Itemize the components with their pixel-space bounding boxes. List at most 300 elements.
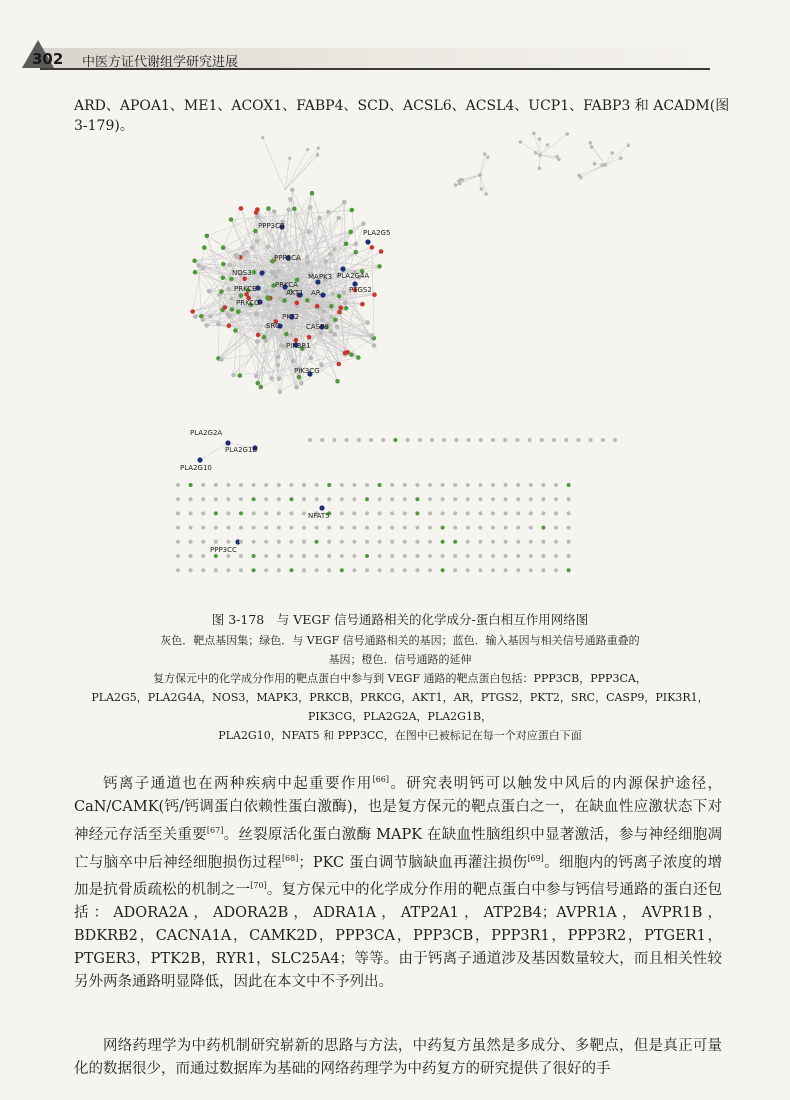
network-node (338, 305, 343, 310)
network-node (276, 355, 281, 360)
network-node (288, 333, 293, 338)
network-node (538, 153, 542, 157)
network-node (418, 438, 422, 442)
network-node (393, 438, 397, 442)
network-node (516, 526, 520, 530)
network-node-label: PPP3CB (258, 222, 285, 230)
network-node (613, 438, 617, 442)
network-node (340, 497, 344, 501)
network-node (239, 511, 243, 515)
network-node (478, 540, 482, 544)
network-node (352, 483, 356, 487)
network-node (201, 526, 205, 530)
network-node (352, 511, 356, 515)
network-node (541, 568, 545, 572)
network-node (264, 526, 268, 530)
network-node (554, 554, 558, 558)
network-node (541, 511, 545, 515)
network-node (554, 526, 558, 530)
network-node (284, 332, 289, 337)
network-node (352, 497, 356, 501)
network-node (478, 526, 482, 530)
network-node-label: PPP3CC (210, 546, 237, 554)
network-node (601, 438, 605, 442)
network-node (415, 511, 419, 515)
network-node (534, 151, 538, 155)
network-node (491, 511, 495, 515)
paragraph-calcium (74, 768, 722, 994)
network-node (567, 526, 571, 530)
network-edge (200, 443, 228, 460)
network-node (309, 356, 314, 361)
network-node (176, 554, 180, 558)
network-node (504, 554, 508, 558)
network-node (316, 154, 319, 157)
network-node (327, 497, 331, 501)
network-node (221, 276, 226, 281)
network-node (214, 554, 218, 558)
network-node (428, 497, 432, 501)
network-node (349, 230, 354, 235)
network-node (282, 298, 287, 303)
network-node (466, 526, 470, 530)
network-node (403, 554, 407, 558)
network-node (288, 157, 291, 160)
network-node (442, 438, 446, 442)
network-node (196, 263, 201, 268)
network-node-label: AR (311, 289, 321, 297)
network-node (214, 540, 218, 544)
network-node (302, 568, 306, 572)
text-run: 钙离子通道也在两种疾病中起重要作用 (103, 775, 373, 792)
network-node (305, 260, 310, 265)
network-node (331, 292, 336, 297)
network-node (529, 497, 533, 501)
network-node (256, 381, 261, 386)
network-node (478, 554, 482, 558)
network-node (193, 314, 198, 319)
network-node (226, 511, 230, 515)
text-run: 。细胞内的钙离子浓度的增加是抗骨质疏松的机制之一 (74, 854, 723, 899)
network-node (567, 568, 571, 572)
network-node (478, 511, 482, 515)
network-node (378, 483, 382, 487)
network-node (277, 497, 281, 501)
network-node (216, 322, 221, 327)
network-node (441, 540, 445, 544)
network-node (272, 209, 277, 214)
page-number: 302 (32, 50, 64, 68)
network-node (329, 304, 334, 309)
network-node (279, 343, 284, 348)
network-node-label: PLA2G4A (337, 272, 370, 280)
network-node (504, 568, 508, 572)
network-node (219, 357, 224, 362)
network-node (189, 554, 193, 558)
network-node (302, 511, 306, 515)
network-node (278, 389, 283, 394)
network-node (365, 483, 369, 487)
network-node (611, 151, 615, 155)
network-node (519, 140, 523, 144)
network-node (554, 483, 558, 487)
network-node (378, 540, 382, 544)
network-node (176, 526, 180, 530)
network-node (428, 554, 432, 558)
network-node (289, 568, 293, 572)
network-node (453, 554, 457, 558)
network-node (289, 526, 293, 530)
network-node (337, 310, 342, 315)
network-edge (219, 295, 220, 359)
network-node (357, 438, 361, 442)
citation: [67] (206, 825, 224, 835)
network-node (516, 511, 520, 515)
network-node (415, 526, 419, 530)
network-node (219, 289, 224, 294)
network-node-label: AKT1 (286, 289, 304, 297)
text-run: ；PKC 蛋白调节脑缺血再灌注损伤 (298, 854, 528, 871)
network-node (504, 540, 508, 544)
network-node (189, 568, 193, 572)
network-node (252, 497, 256, 501)
network-node (214, 511, 218, 515)
network-node (254, 374, 259, 379)
network-node (317, 216, 322, 221)
network-node (453, 483, 457, 487)
network-node (567, 554, 571, 558)
network-node (588, 141, 592, 145)
network-node (226, 568, 230, 572)
network-node (290, 188, 295, 193)
network-edge (480, 154, 485, 175)
network-node (250, 245, 255, 250)
network-node-label: PTGS2 (349, 286, 372, 294)
network-node (205, 234, 210, 239)
network-node (441, 511, 445, 515)
network-node (264, 554, 268, 558)
caption-line: PLA2G10，NFAT5 和 PPP3CC，在图中已被标记在每一个对应蛋白下面 (218, 729, 582, 742)
network-node (528, 438, 532, 442)
network-node (234, 253, 239, 258)
network-node (343, 351, 348, 356)
network-node (504, 526, 508, 530)
network-node (576, 438, 580, 442)
network-node (453, 511, 457, 515)
network-node (403, 540, 407, 544)
network-node (201, 318, 206, 323)
network-node (278, 296, 283, 301)
network-node (529, 483, 533, 487)
network-node (453, 497, 457, 501)
network-node (277, 483, 281, 487)
network-node (244, 250, 249, 255)
network-node (289, 540, 293, 544)
network-node (189, 526, 193, 530)
network-node (491, 438, 495, 442)
network-node (567, 483, 571, 487)
network-node (302, 540, 306, 544)
text-run: 网络药理学为中药机制研究崭新的思路与方法，中药复方虽然是多成分、多靶点，但是真正可量化的数据很少，而通过数据库为基础的网络药理学为中药复方的研究提供了很好的手 (74, 1038, 722, 1077)
network-node (430, 438, 434, 442)
network-node (415, 497, 419, 501)
network-node (310, 191, 315, 196)
network-node (454, 183, 458, 187)
network-node (504, 483, 508, 487)
network-node (491, 568, 495, 572)
citation: [68] (281, 853, 299, 863)
caption-line: PIK3CG，PLA2G2A，PLA2G1B， (307, 710, 493, 723)
network-node (352, 526, 356, 530)
network-node (541, 526, 545, 530)
network-node (590, 145, 594, 149)
network-node (226, 554, 230, 558)
network-node (335, 379, 340, 384)
network-node (491, 526, 495, 530)
network-node (327, 483, 331, 487)
network-node (479, 438, 483, 442)
network-node (403, 497, 407, 501)
network-node (252, 526, 256, 530)
network-node (201, 266, 206, 271)
network-node (466, 511, 470, 515)
network-node-label: PLA2G1B (225, 446, 258, 454)
network-node (214, 497, 218, 501)
network-node (390, 497, 394, 501)
network-node-label: NFAT5 (308, 512, 330, 520)
network-edge (193, 248, 205, 312)
network-node (242, 277, 247, 282)
network-node (541, 497, 545, 501)
network-node (201, 497, 205, 501)
network-node (337, 294, 342, 299)
network-node (238, 373, 243, 378)
network-node (259, 270, 264, 275)
network-node (365, 511, 369, 515)
network-node (370, 333, 375, 338)
network-node (504, 497, 508, 501)
network-node (233, 328, 238, 333)
network-node (486, 156, 490, 160)
network-node (344, 242, 349, 247)
network-node (365, 239, 370, 244)
network-node (277, 511, 281, 515)
network-node (274, 274, 279, 279)
network-node (480, 187, 484, 191)
network-node (264, 483, 268, 487)
network-node (255, 214, 260, 219)
network-node (503, 438, 507, 442)
network-node (236, 309, 241, 314)
network-node (230, 307, 235, 312)
network-node (264, 540, 268, 544)
network-node (223, 305, 228, 310)
network-node (332, 332, 337, 337)
network-node (239, 526, 243, 530)
network-node (239, 554, 243, 558)
network-node (337, 362, 342, 367)
network-node (441, 497, 445, 501)
network-node (277, 568, 281, 572)
network-node (529, 568, 533, 572)
caption-line: PLA2G5，PLA2G4A，NOS3，MAPK3，PRKCB，PRKCG，AKT1，AR，PTGS2，PKT2，SRC，CASP9，PIK3R1， (91, 691, 709, 704)
network-node (516, 554, 520, 558)
network-node (352, 554, 356, 558)
network-node (259, 385, 264, 390)
network-node (308, 438, 312, 442)
network-node (307, 229, 312, 234)
network-node (340, 526, 344, 530)
network-node (214, 568, 218, 572)
network-node (340, 483, 344, 487)
network-node (529, 511, 533, 515)
network-node (277, 526, 281, 530)
network-node (315, 304, 320, 309)
network-node (466, 540, 470, 544)
network-node (226, 483, 230, 487)
network-node (214, 526, 218, 530)
network-node (478, 173, 482, 177)
network-node (189, 483, 193, 487)
network-node (252, 568, 256, 572)
network-node (504, 511, 508, 515)
network-node (231, 373, 236, 378)
network-node (403, 526, 407, 530)
network-node (288, 197, 293, 202)
network-node (529, 526, 533, 530)
network-node (201, 554, 205, 558)
network-node (229, 277, 234, 282)
network-node (252, 554, 256, 558)
network-node (555, 155, 559, 159)
network-node (516, 568, 520, 572)
network-node (603, 163, 607, 167)
network-node (262, 335, 267, 340)
network-node (332, 247, 337, 252)
network-node (332, 438, 336, 442)
network-node (378, 511, 382, 515)
network-node (379, 249, 384, 254)
network-node (315, 540, 319, 544)
network-node (239, 293, 244, 298)
figure-caption (80, 610, 720, 745)
network-node (239, 483, 243, 487)
network-node (266, 304, 271, 309)
network-node (189, 497, 193, 501)
network-node (226, 526, 230, 530)
network-node-label: PIK3R1 (286, 342, 311, 350)
network-node (226, 287, 231, 292)
network-node-label: PIK3CG (294, 367, 320, 375)
network-node (466, 568, 470, 572)
network-node (529, 540, 533, 544)
network-node (377, 264, 382, 269)
network-node (315, 554, 319, 558)
network-node (255, 239, 260, 244)
network-node (354, 250, 359, 255)
network-node (319, 331, 324, 336)
network-node (277, 540, 281, 544)
network-node (252, 270, 257, 275)
network-node (328, 330, 333, 335)
network-node-label: PRKCA (275, 281, 298, 289)
network-node (276, 363, 281, 368)
network-node (214, 483, 218, 487)
citation: [69] (527, 853, 544, 863)
network-node (453, 526, 457, 530)
text-run: 。研究表明钙可以触发中风后的内源保护途径，CaN/CAMK(钙/钙调蛋白依赖性蛋白激酶)，也是复方保元的靶点蛋白之一，在缺血性应激状态下对神经元存活至关重要 (74, 775, 723, 843)
network-node (227, 314, 232, 319)
network-node (378, 497, 382, 501)
network-node (541, 483, 545, 487)
network-node (403, 511, 407, 515)
network-node (208, 314, 213, 319)
network-node (315, 526, 319, 530)
network-node (554, 568, 558, 572)
network-node (227, 262, 232, 267)
network-edge (480, 157, 488, 175)
network-node (546, 143, 550, 147)
network-node (221, 262, 226, 267)
network-node (567, 540, 571, 544)
network-node (204, 323, 209, 328)
network-node (266, 206, 271, 211)
network-node (453, 540, 457, 544)
network-node (327, 554, 331, 558)
network-figure (160, 130, 630, 580)
network-node (441, 568, 445, 572)
network-node (302, 497, 306, 501)
running-title: 中医方证代谢组学研究进展 (82, 55, 239, 70)
network-node (286, 207, 291, 212)
network-node (239, 206, 244, 211)
network-node (256, 333, 261, 338)
network-node (176, 568, 180, 572)
network-node (441, 526, 445, 530)
network-node (370, 245, 375, 250)
network-node (356, 355, 361, 360)
network-node (328, 252, 333, 257)
network-node-label: CASP9 (306, 323, 329, 331)
network-node (295, 301, 300, 306)
network-node (565, 132, 569, 136)
network-node (320, 292, 325, 297)
network-node (176, 483, 180, 487)
network-node (340, 511, 344, 515)
network-node (619, 156, 623, 160)
network-node (491, 540, 495, 544)
network-node (403, 483, 407, 487)
network-node (532, 132, 536, 136)
network-node (352, 540, 356, 544)
network-node (189, 540, 193, 544)
network-node (299, 381, 304, 386)
network-node (491, 554, 495, 558)
network-node (264, 289, 269, 294)
network-node (554, 511, 558, 515)
network-node (291, 359, 296, 364)
caption-line: 灰色．靶点基因集；绿色．与 VEGF 信号通路相关的基因；蓝色．输入基因与相关信号通路重叠的 (160, 634, 640, 647)
network-node (266, 296, 271, 301)
network-node (390, 483, 394, 487)
network-node (207, 289, 212, 294)
network-node (541, 540, 545, 544)
network-node (428, 511, 432, 515)
network-node (538, 167, 542, 171)
text-run: 。丝裂原活化蛋白激酶 MAPK 在缺血性脑组织中显著激活，参与神经细胞凋亡与脑卒中后神经细胞损伤过程 (74, 826, 722, 871)
network-node (225, 440, 230, 445)
network-node (337, 216, 342, 221)
